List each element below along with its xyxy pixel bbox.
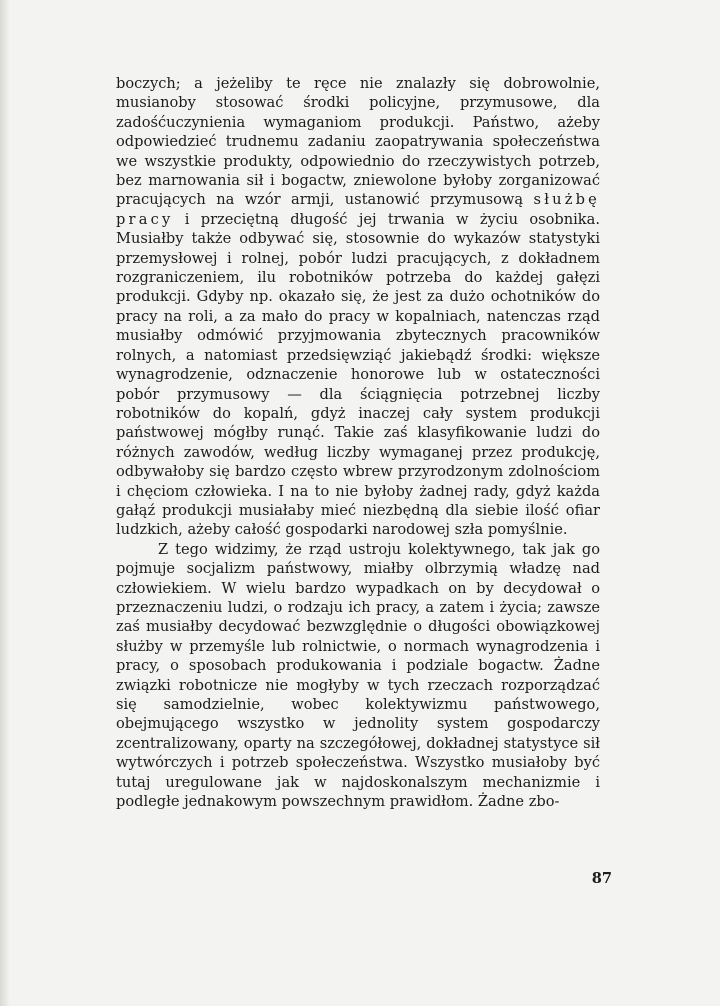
paragraph-1 (116, 74, 600, 540)
spaced-emphasis: służbę pracy (116, 191, 600, 228)
page-binding-edge (0, 0, 10, 1006)
page-number: 87 (591, 870, 612, 887)
paragraph-2: Z tego widzimy, że rząd ustroju kolektywnego, tak jak go pojmuje socjalizm państwowy, miałby olbrzymią władzę nad człowiekiem. W wielu bardzo wypadkach on by decydował o przeznaczeniu ludzi, o rodzaju ich pracy, a zatem i życia; zawsze zaś musiałby decydować bezwzględnie o długości obowiązkowej służby w przemyśle lub rolnictwie, o normach wynagrodzenia i pracy, o sposobach produkowania i podziale bogactw. Żadne związki robotnicze nie mogłyby w tych rzeczach rozporządzać się samodzielnie, wobec kolektywizmu państwowego, obejmującego wszystko w jednolity system gospodarczy zcentralizowany, oparty na szczegółowej, dokładnej statystyce sił wytwórczych i potrzeb społeczeństwa. Wszystko musiałoby być tutaj uregulowane jak w najdoskonalszym mechanizmie i podległe jednakowym powszechnym prawidłom. Żadne zbo- (116, 540, 600, 811)
paragraph-1-part-2: i przeciętną długość jej trwania w życiu osobnika. Musiałby także odbywać się, stosownie do wykazów statystyki przemysłowej i rolnej, pobór ludzi pracujących, z dokładnem rozgraniczeniem, ilu robotników potrzeba do każdej gałęzi produkcji. Gdyby np. okazało się, że jest za dużo ochotników do pracy na roli, a za mało do pracy w kopalniach, natenczas rząd musiałby odmówić przyjmowania zbytecznych pracowników rolnych, a natomiast przedsięwziąć jakiebądź środki: większe wynagrodzenie, odznaczenie honorowe lub w ostateczności pobór przymusowy — dla ściągnięcia potrzebnej liczby robotników do kopalń, gdyż inaczej cały system produkcji państwowej mógłby runąć. Takie zaś klasyfikowanie ludzi do różnych zawodów, według liczby wymaganej przez produkcję, odbywałoby się bardzo często wbrew przyrodzonym zdolnościom i chęciom człowieka. I na to nie byłoby żadnej rady, gdyż każda gałąź produkcji musiałaby mieć niezbędną dla siebie ilość ofiar ludzkich, ażeby całość gospodarki narodowej szła pomyślnie. (116, 210, 600, 539)
paragraph-1-part-1: boczych; a jeżeliby te ręce nie znalazły się dobrowolnie, musianoby stosować środki policyjne, przymusowe, dla zadośćuczynienia wymaganiom produkcji. Państwo, ażeby odpowiedzieć trudnemu zadaniu zaopatrywania społeczeństwa we wszystkie produkty, odpowiednio do rzeczywistych potrzeb, bez marnowania sił i bogactw, zniewolone byłoby zorganizować pracujących na wzór armji, ustanowić przymusową (116, 75, 600, 209)
body-text (116, 74, 600, 811)
